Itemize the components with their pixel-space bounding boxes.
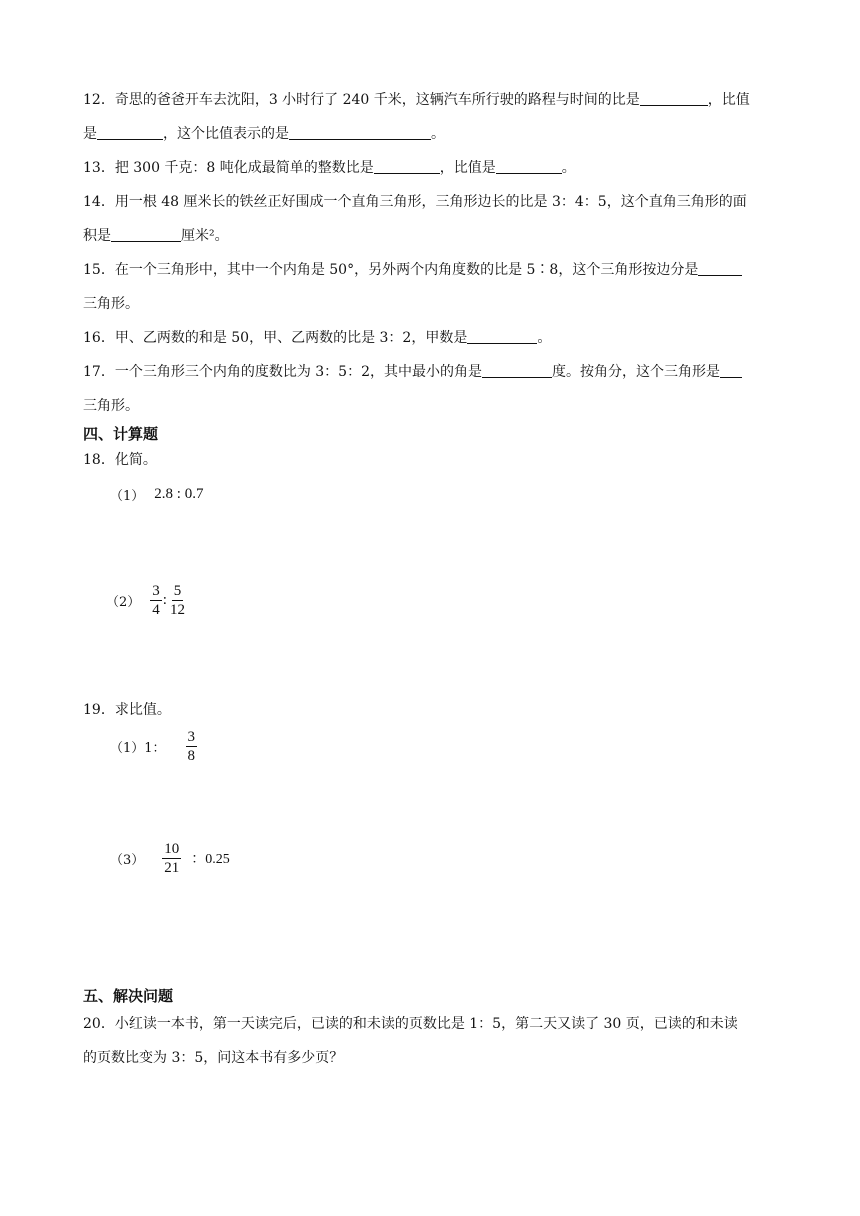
q20-line2: 的页数比变为 3：5，问这本书有多少页？ — [83, 1050, 344, 1066]
q18-part2-fraction-b — [168, 582, 187, 619]
q18-part2 — [106, 580, 187, 620]
q16-text: 16．甲、乙两数的和是 50，甲、乙两数的比是 3：2，甲数是 — [83, 330, 468, 346]
q19-part1 — [110, 726, 197, 766]
q13-text-mid: ，比值是 — [439, 160, 496, 176]
q12-line2 — [83, 124, 445, 144]
q13-text-end: 。 — [561, 160, 576, 176]
q14-text-start: 积是 — [83, 228, 111, 244]
q17-blank-angle[interactable] — [482, 362, 552, 378]
q12-line1 — [83, 90, 750, 110]
q19-title: 19．求比值。 — [83, 702, 171, 718]
q12-text: 12．奇思的爸爸开车去沈阳，3 小时行了 240 千米，这辆汽车所行驶的路程与时间的比是 — [83, 92, 640, 108]
q13-blank-value[interactable] — [496, 158, 562, 174]
q12-text-end2: 。 — [431, 126, 445, 142]
q15-line1 — [83, 260, 742, 280]
q13-line — [83, 158, 576, 178]
q15-text: 15．在一个三角形中，其中一个内角是 50°，另外两个内角度数的比是 5∶8，这个三角形按边分是 — [83, 262, 699, 278]
q18-part1-label: （1） — [110, 488, 145, 504]
q18-part1 — [110, 484, 203, 504]
q12-blank-ratio[interactable] — [640, 90, 708, 106]
fraction-denominator: 21 — [164, 859, 180, 876]
q17-text-mid: 度。按角分，这个三角形是 — [552, 364, 720, 380]
fraction-denominator: 4 — [152, 601, 160, 618]
q19-part3-tail: ：0.25 — [191, 852, 230, 867]
fraction-numerator: 5 — [173, 582, 182, 599]
q14-line2 — [83, 226, 229, 246]
q12-text-mid: ，这个比值表示的是 — [163, 126, 289, 142]
fraction-numerator: 10 — [164, 840, 180, 857]
q12-blank-value[interactable] — [97, 124, 163, 140]
q19-part3 — [110, 838, 230, 878]
fraction-numerator: 3 — [152, 582, 160, 599]
section-4-heading: 四、计算题 — [83, 425, 159, 443]
q16-blank[interactable] — [467, 328, 537, 344]
q13-text: 13．把 300 千克：8 吨化成最简单的整数比是 — [83, 160, 374, 176]
fraction-denominator: 8 — [187, 747, 196, 764]
q14-text: 14．用一根 48 厘米长的铁丝正好围成一个直角三角形，三角形边长的比是 3：4：5，这个直角三角形的面 — [83, 194, 747, 210]
q19-part1-label: （1）1： — [110, 740, 166, 756]
fraction-denominator: 12 — [169, 601, 185, 618]
q16-line — [83, 328, 551, 348]
q15-blank-type[interactable] — [698, 260, 742, 276]
q18-part2-label: （2） — [106, 594, 141, 610]
section-5-heading: 五、解决问题 — [83, 987, 174, 1005]
fraction-numerator: 3 — [187, 728, 196, 745]
q18-part2-fraction-a — [150, 582, 162, 619]
q13-blank-ratio[interactable] — [374, 158, 440, 174]
q12-text-start: 是 — [83, 126, 97, 142]
q20-line1: 20．小红读一本书，第一天读完后，已读的和未读的页数比是 1：5，第二天又读了 30 页，已读的和未读 — [83, 1016, 738, 1032]
q17-line1 — [83, 362, 742, 382]
q16-text-end: 。 — [537, 330, 552, 346]
q15-text-end: 三角形。 — [83, 296, 139, 312]
q17-text-end: 三角形。 — [83, 398, 139, 414]
q17-blank-type[interactable] — [720, 362, 742, 378]
q14-blank-area[interactable] — [111, 226, 181, 242]
q14-line1 — [83, 192, 747, 212]
q15-line2 — [83, 294, 139, 314]
ratio-separator: : — [162, 591, 167, 608]
q18-part1-expr: 2.8 : 0.7 — [154, 485, 204, 502]
q17-text: 17．一个三角形三个内角的度数比为 3：5：2，其中最小的角是 — [83, 364, 482, 380]
q19-part3-fraction — [162, 840, 181, 877]
q14-text-end: 厘米²。 — [181, 228, 229, 244]
q18-title: 18．化简。 — [83, 452, 157, 468]
q17-line2 — [83, 396, 139, 416]
q19-part3-label: （3） — [110, 852, 145, 868]
q12-blank-meaning[interactable] — [289, 124, 431, 140]
q12-text-end: ，比值 — [707, 92, 750, 108]
q19-part1-fraction — [186, 728, 198, 765]
